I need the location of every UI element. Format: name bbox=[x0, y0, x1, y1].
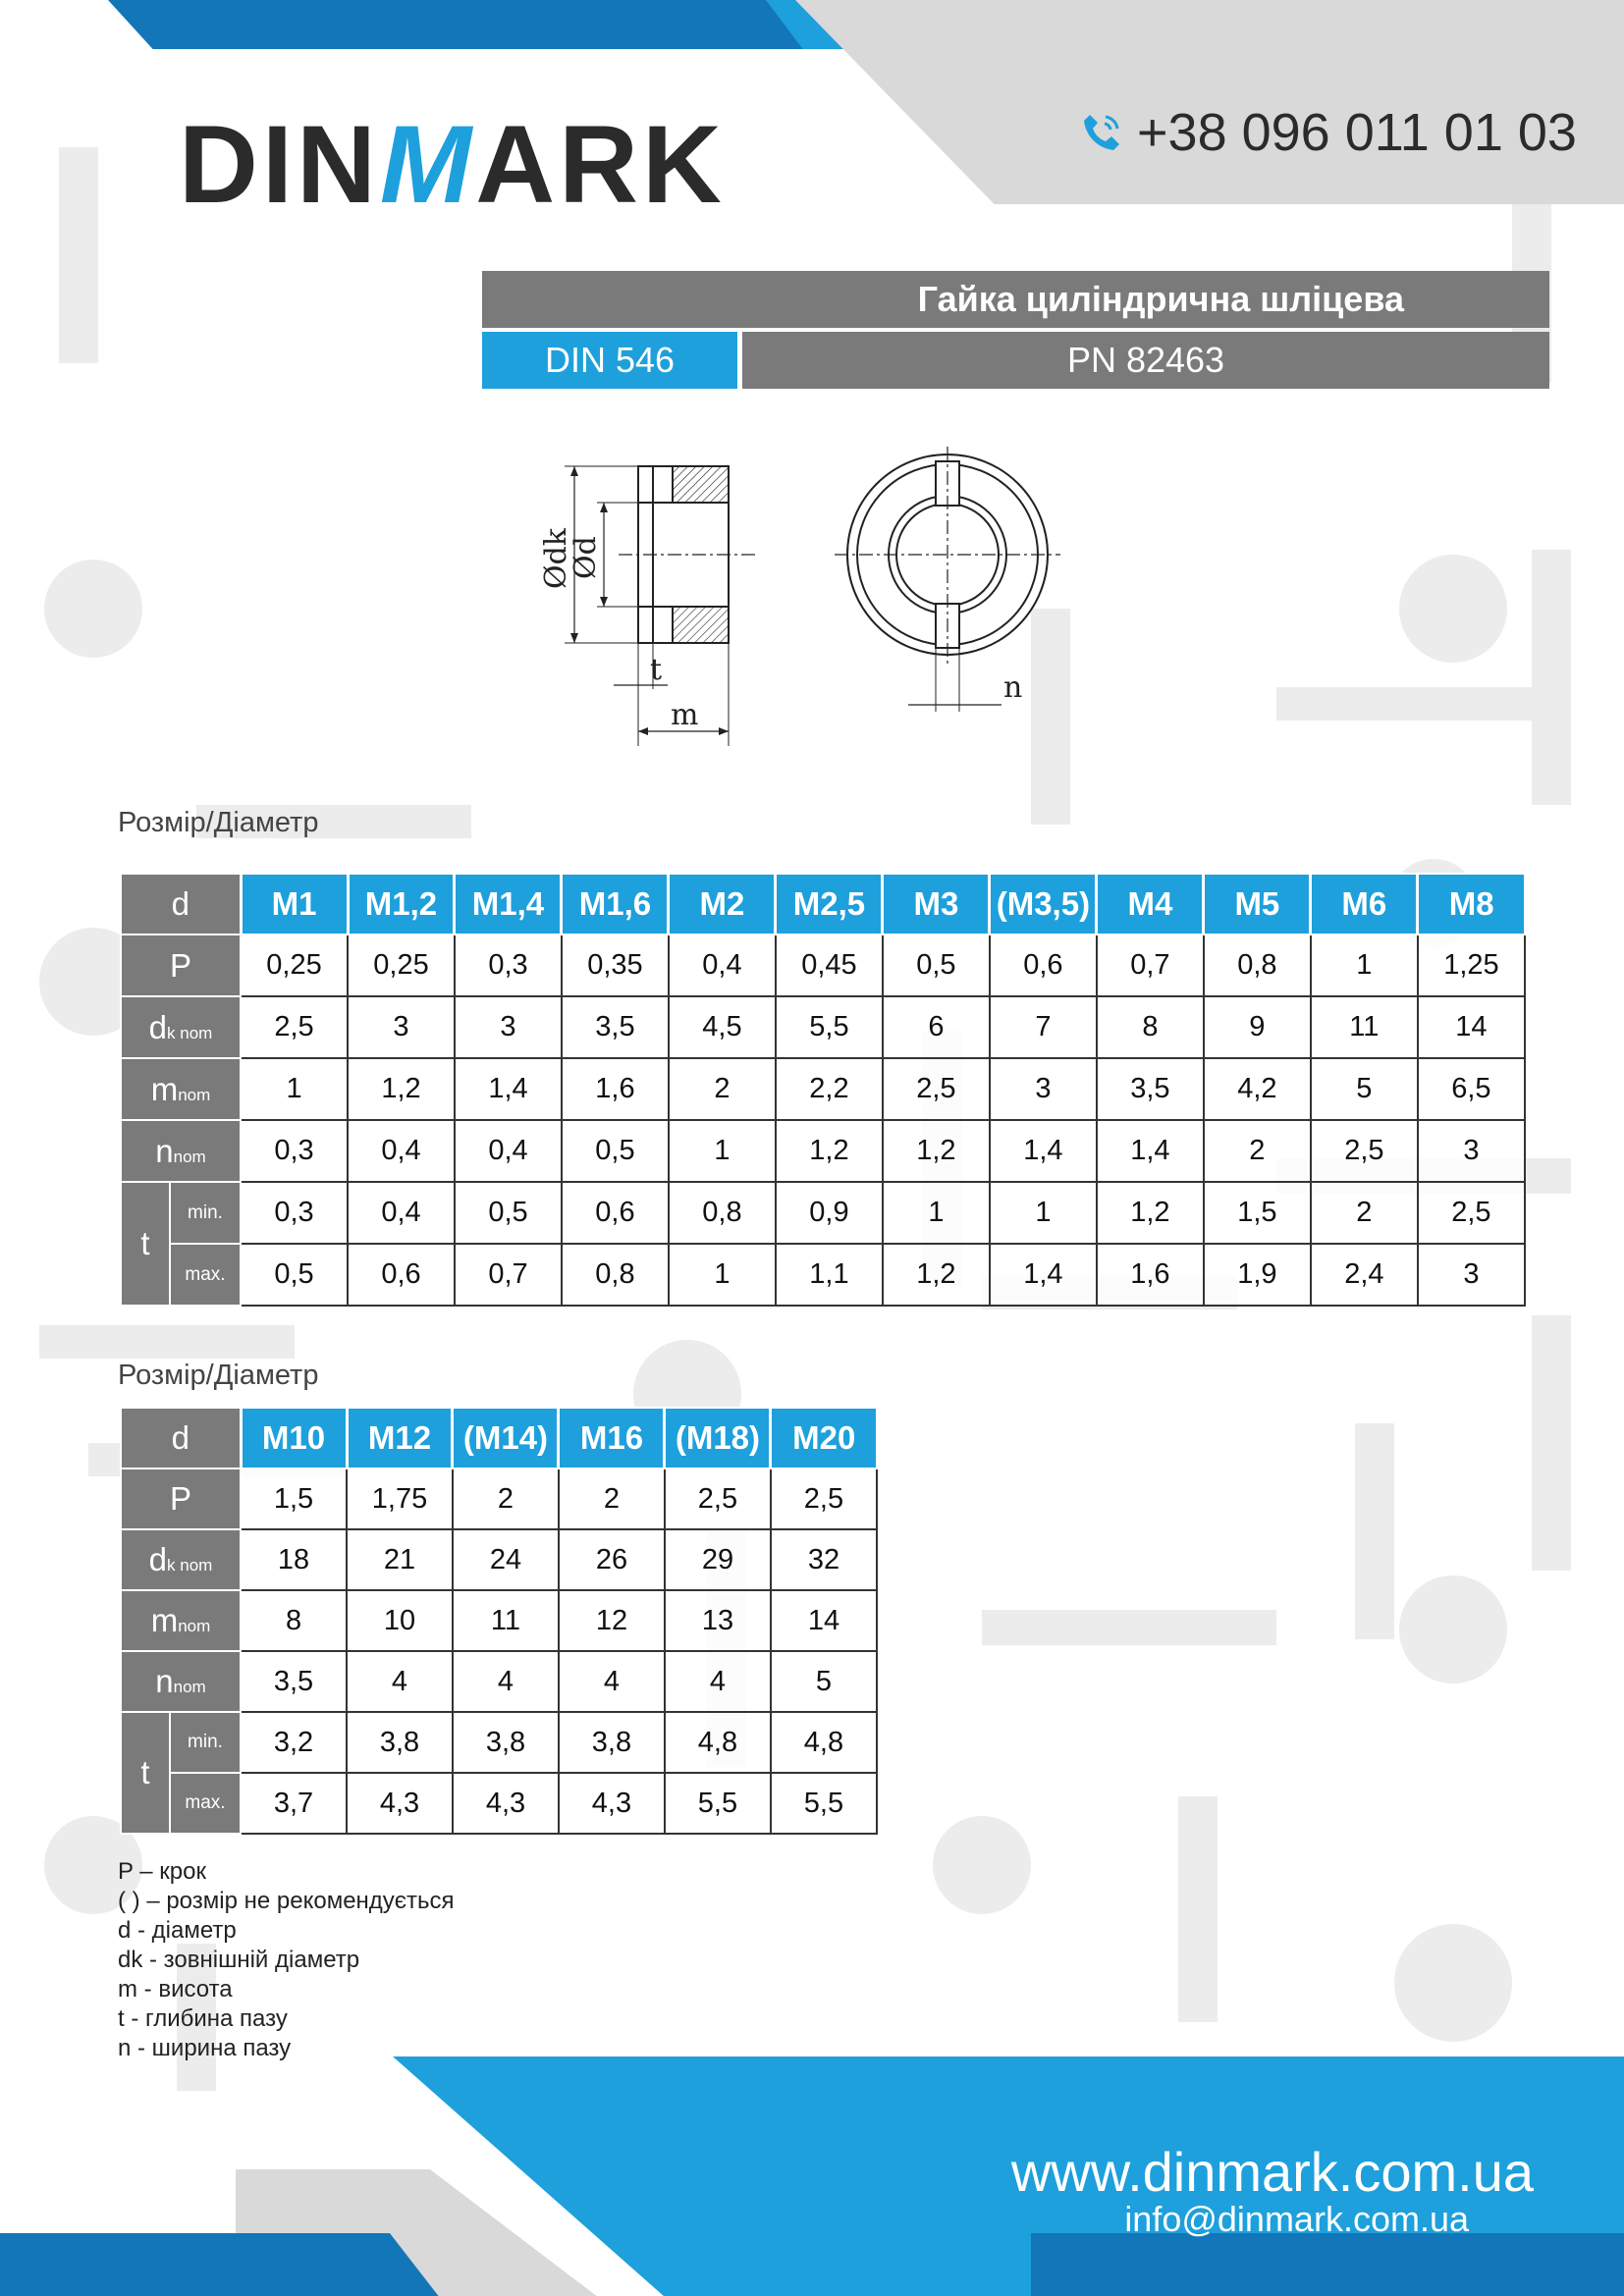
row-t-max bbox=[121, 1244, 1525, 1306]
table-cell: 3,2 bbox=[241, 1712, 347, 1773]
row-p bbox=[121, 1468, 877, 1529]
table-cell: 2 bbox=[669, 1058, 776, 1120]
legend bbox=[118, 1857, 455, 2063]
table-cell: 0,25 bbox=[241, 934, 348, 996]
table-cell: 4,8 bbox=[665, 1712, 771, 1773]
table-cell: 3,5 bbox=[241, 1651, 347, 1712]
size-header: (M3,5) bbox=[990, 874, 1097, 934]
email-link[interactable]: info@dinmark.com.ua bbox=[1124, 2199, 1469, 2239]
row-dk bbox=[121, 1529, 877, 1590]
table-cell: 1,75 bbox=[347, 1468, 453, 1529]
table-cell: 1,2 bbox=[883, 1120, 990, 1182]
table-cell: 29 bbox=[665, 1529, 771, 1590]
table-cell: 3,8 bbox=[347, 1712, 453, 1773]
size-header: M12 bbox=[347, 1408, 453, 1468]
row-m bbox=[121, 1058, 1525, 1120]
table-cell: 1,1 bbox=[776, 1244, 883, 1306]
table-cell: 2,5 bbox=[241, 996, 348, 1058]
n-label: n bbox=[1003, 670, 1023, 705]
table-cell: 1,5 bbox=[241, 1468, 347, 1529]
table-cell: 0,8 bbox=[669, 1182, 776, 1244]
table-cell: 8 bbox=[1097, 996, 1204, 1058]
table-cell: 12 bbox=[559, 1590, 665, 1651]
row-label bbox=[121, 1529, 241, 1590]
row-t-min bbox=[121, 1182, 1525, 1244]
table-cell: 7 bbox=[990, 996, 1097, 1058]
row-n bbox=[121, 1651, 877, 1712]
size-header: M10 bbox=[241, 1408, 347, 1468]
dk-label: Ødk bbox=[539, 528, 573, 589]
table-cell: 32 bbox=[771, 1529, 877, 1590]
table-cell: 2,5 bbox=[771, 1468, 877, 1529]
row-sublabel-max: max. bbox=[170, 1244, 241, 1306]
row-sublabel-max: max. bbox=[170, 1773, 241, 1834]
size-header: M8 bbox=[1418, 874, 1525, 934]
table-cell: 0,4 bbox=[348, 1182, 455, 1244]
legend-item: P – крок bbox=[118, 1858, 206, 1885]
product-title: Гайка циліндрична шліцева bbox=[482, 271, 1549, 328]
table-cell: 0,9 bbox=[776, 1182, 883, 1244]
row-label-main: m bbox=[150, 1070, 179, 1107]
table-cell: 2,4 bbox=[1311, 1244, 1418, 1306]
row-sublabel-min: min. bbox=[170, 1712, 241, 1773]
table-cell: 6 bbox=[883, 996, 990, 1058]
table-cell: 0,3 bbox=[455, 934, 562, 996]
row-p bbox=[121, 934, 1525, 996]
table-cell: 0,25 bbox=[348, 934, 455, 996]
row-label bbox=[121, 1651, 241, 1712]
table-cell: 2,5 bbox=[1311, 1120, 1418, 1182]
table-cell: 2,5 bbox=[883, 1058, 990, 1120]
table-cell: 0,5 bbox=[562, 1120, 669, 1182]
table-cell: 26 bbox=[559, 1529, 665, 1590]
row-t-min bbox=[121, 1712, 877, 1773]
size-header: M5 bbox=[1204, 874, 1311, 934]
table-cell: 2,5 bbox=[1418, 1182, 1525, 1244]
table-cell: 0,6 bbox=[348, 1244, 455, 1306]
table-cell: 0,6 bbox=[562, 1182, 669, 1244]
table-cell: 3,5 bbox=[1097, 1058, 1204, 1120]
row-label-t: t bbox=[121, 1182, 170, 1306]
table-cell: 0,8 bbox=[1204, 934, 1311, 996]
table-cell: 0,3 bbox=[241, 1182, 348, 1244]
row-label-main: P bbox=[170, 946, 192, 984]
table-cell: 0,8 bbox=[562, 1244, 669, 1306]
table-cell: 13 bbox=[665, 1590, 771, 1651]
table-cell: 5 bbox=[771, 1651, 877, 1712]
table-cell: 0,45 bbox=[776, 934, 883, 996]
table-cell: 3 bbox=[990, 1058, 1097, 1120]
table-cell: 9 bbox=[1204, 996, 1311, 1058]
row-label-t: t bbox=[121, 1712, 170, 1834]
legend-item: d - діаметр bbox=[118, 1917, 237, 1944]
legend-item: n - ширина пазу bbox=[118, 2035, 292, 2061]
table-cell: 2 bbox=[1311, 1182, 1418, 1244]
size-header: M1,2 bbox=[348, 874, 455, 934]
row-label-main: m bbox=[150, 1602, 179, 1638]
table-cell: 11 bbox=[1311, 996, 1418, 1058]
table-cell: 1 bbox=[1311, 934, 1418, 996]
row-label-main: n bbox=[155, 1663, 174, 1699]
phone-number bbox=[1078, 102, 1577, 163]
row-label bbox=[121, 1590, 241, 1651]
size-header: M1 bbox=[241, 874, 348, 934]
table-cell: 0,5 bbox=[455, 1182, 562, 1244]
header-band-gray-top bbox=[1178, 0, 1624, 49]
phone-text: +38 096 011 01 03 bbox=[1137, 103, 1577, 162]
table-cell: 3 bbox=[455, 996, 562, 1058]
row-label bbox=[121, 1468, 241, 1529]
table-cell: 1,6 bbox=[1097, 1244, 1204, 1306]
table-cell: 5,5 bbox=[776, 996, 883, 1058]
table-corner-d: d bbox=[121, 874, 241, 934]
size-header: M2 bbox=[669, 874, 776, 934]
table-cell: 4,3 bbox=[347, 1773, 453, 1834]
size-header: M20 bbox=[771, 1408, 877, 1468]
table-cell: 1,6 bbox=[562, 1058, 669, 1120]
table-cell: 3,8 bbox=[559, 1712, 665, 1773]
d-label: Ød bbox=[568, 536, 603, 579]
technical-drawing bbox=[530, 432, 1080, 766]
table-cell: 5 bbox=[1311, 1058, 1418, 1120]
row-label-sub: nom bbox=[178, 1085, 211, 1104]
table-cell: 1 bbox=[883, 1182, 990, 1244]
table-cell: 0,5 bbox=[241, 1244, 348, 1306]
size-header: M1,6 bbox=[562, 874, 669, 934]
size-header: (M18) bbox=[665, 1408, 771, 1468]
table-cell: 4,2 bbox=[1204, 1058, 1311, 1120]
m-label: m bbox=[671, 698, 699, 732]
row-t-max bbox=[121, 1773, 877, 1834]
size-header: M16 bbox=[559, 1408, 665, 1468]
table-cell: 4,3 bbox=[559, 1773, 665, 1834]
table-cell: 24 bbox=[453, 1529, 559, 1590]
table-cell: 5,5 bbox=[771, 1773, 877, 1834]
table-cell: 4 bbox=[453, 1651, 559, 1712]
table-cell: 1,2 bbox=[348, 1058, 455, 1120]
section-label-2: Розмір/Діаметр bbox=[118, 1360, 319, 1391]
table-cell: 14 bbox=[771, 1590, 877, 1651]
table-cell: 2,2 bbox=[776, 1058, 883, 1120]
table-cell: 0,35 bbox=[562, 934, 669, 996]
table-cell: 1,25 bbox=[1418, 934, 1525, 996]
table-cell: 2 bbox=[559, 1468, 665, 1529]
row-label bbox=[121, 1058, 241, 1120]
table-cell: 3 bbox=[348, 996, 455, 1058]
table-cell: 4,8 bbox=[771, 1712, 877, 1773]
table-cell: 0,3 bbox=[241, 1120, 348, 1182]
table-cell: 8 bbox=[241, 1590, 347, 1651]
table-cell: 1 bbox=[241, 1058, 348, 1120]
pn-standard: PN 82463 bbox=[742, 332, 1549, 389]
table-cell: 0,4 bbox=[455, 1120, 562, 1182]
row-label-sub: nom bbox=[173, 1147, 206, 1166]
table-cell: 18 bbox=[241, 1529, 347, 1590]
size-table-2 bbox=[120, 1407, 878, 1835]
legend-item: t - глибина пазу bbox=[118, 2005, 288, 2032]
size-header: (M14) bbox=[453, 1408, 559, 1468]
table-cell: 1,5 bbox=[1204, 1182, 1311, 1244]
size-table-1 bbox=[120, 873, 1526, 1307]
table-cell: 4,3 bbox=[453, 1773, 559, 1834]
legend-item: dk - зовнішній діаметр bbox=[118, 1947, 360, 1973]
table-cell: 4 bbox=[559, 1651, 665, 1712]
table-cell: 3,7 bbox=[241, 1773, 347, 1834]
table-cell: 3 bbox=[1418, 1120, 1525, 1182]
table-cell: 1,2 bbox=[776, 1120, 883, 1182]
row-label-sub: k nom bbox=[167, 1023, 213, 1042]
size-header: M3 bbox=[883, 874, 990, 934]
row-label bbox=[121, 1120, 241, 1182]
table-cell: 2 bbox=[1204, 1120, 1311, 1182]
table-cell: 1 bbox=[669, 1120, 776, 1182]
legend-item: ( ) – розмір не рекомендується bbox=[118, 1888, 455, 1914]
table-cell: 0,5 bbox=[883, 934, 990, 996]
size-header: M1,4 bbox=[455, 874, 562, 934]
table-cell: 2 bbox=[453, 1468, 559, 1529]
legend-item: m - висота bbox=[118, 1976, 233, 2002]
row-label bbox=[121, 996, 241, 1058]
row-dk bbox=[121, 996, 1525, 1058]
table-cell: 1,4 bbox=[990, 1244, 1097, 1306]
row-label-sub: nom bbox=[173, 1678, 206, 1696]
dinmark-logo: DINMARK bbox=[179, 103, 726, 226]
size-header: M4 bbox=[1097, 874, 1204, 934]
table-cell: 4 bbox=[347, 1651, 453, 1712]
size-header: M6 bbox=[1311, 874, 1418, 934]
row-label-main: P bbox=[170, 1480, 192, 1517]
table-cell: 4,5 bbox=[669, 996, 776, 1058]
table-cell: 1 bbox=[669, 1244, 776, 1306]
table-cell: 2,5 bbox=[665, 1468, 771, 1529]
table-cell: 0,6 bbox=[990, 934, 1097, 996]
table-cell: 6,5 bbox=[1418, 1058, 1525, 1120]
table-cell: 3,8 bbox=[453, 1712, 559, 1773]
t-label: t bbox=[650, 653, 663, 687]
table-cell: 11 bbox=[453, 1590, 559, 1651]
table-cell: 4 bbox=[665, 1651, 771, 1712]
table-corner-d: d bbox=[121, 1408, 241, 1468]
row-n bbox=[121, 1120, 1525, 1182]
table-cell: 21 bbox=[347, 1529, 453, 1590]
table-cell: 0,7 bbox=[455, 1244, 562, 1306]
table-cell: 3,5 bbox=[562, 996, 669, 1058]
table-cell: 1,9 bbox=[1204, 1244, 1311, 1306]
table-cell: 1,2 bbox=[883, 1244, 990, 1306]
website-link[interactable]: www.dinmark.com.ua bbox=[1010, 2141, 1534, 2203]
footer-band-darkblue-right bbox=[1031, 2233, 1624, 2296]
row-label bbox=[121, 934, 241, 996]
table-cell: 5,5 bbox=[665, 1773, 771, 1834]
table-cell: 1,4 bbox=[990, 1120, 1097, 1182]
size-header: M2,5 bbox=[776, 874, 883, 934]
table-cell: 14 bbox=[1418, 996, 1525, 1058]
table-cell: 10 bbox=[347, 1590, 453, 1651]
din-standard: DIN 546 bbox=[482, 332, 737, 389]
phone-icon bbox=[1078, 109, 1125, 156]
table-cell: 1,2 bbox=[1097, 1182, 1204, 1244]
row-label-main: d bbox=[148, 1008, 168, 1045]
row-label-main: d bbox=[148, 1541, 168, 1577]
table-cell: 0,4 bbox=[669, 934, 776, 996]
table-cell: 0,4 bbox=[348, 1120, 455, 1182]
row-sublabel-min: min. bbox=[170, 1182, 241, 1244]
table-cell: 1,4 bbox=[1097, 1120, 1204, 1182]
row-label-main: n bbox=[155, 1132, 174, 1169]
row-label-sub: nom bbox=[178, 1617, 211, 1635]
table-cell: 1,4 bbox=[455, 1058, 562, 1120]
section-label-1: Розмір/Діаметр bbox=[118, 807, 319, 838]
table-cell: 1 bbox=[990, 1182, 1097, 1244]
row-m bbox=[121, 1590, 877, 1651]
row-label-sub: k nom bbox=[167, 1556, 213, 1575]
table-cell: 3 bbox=[1418, 1244, 1525, 1306]
table-cell: 0,7 bbox=[1097, 934, 1204, 996]
